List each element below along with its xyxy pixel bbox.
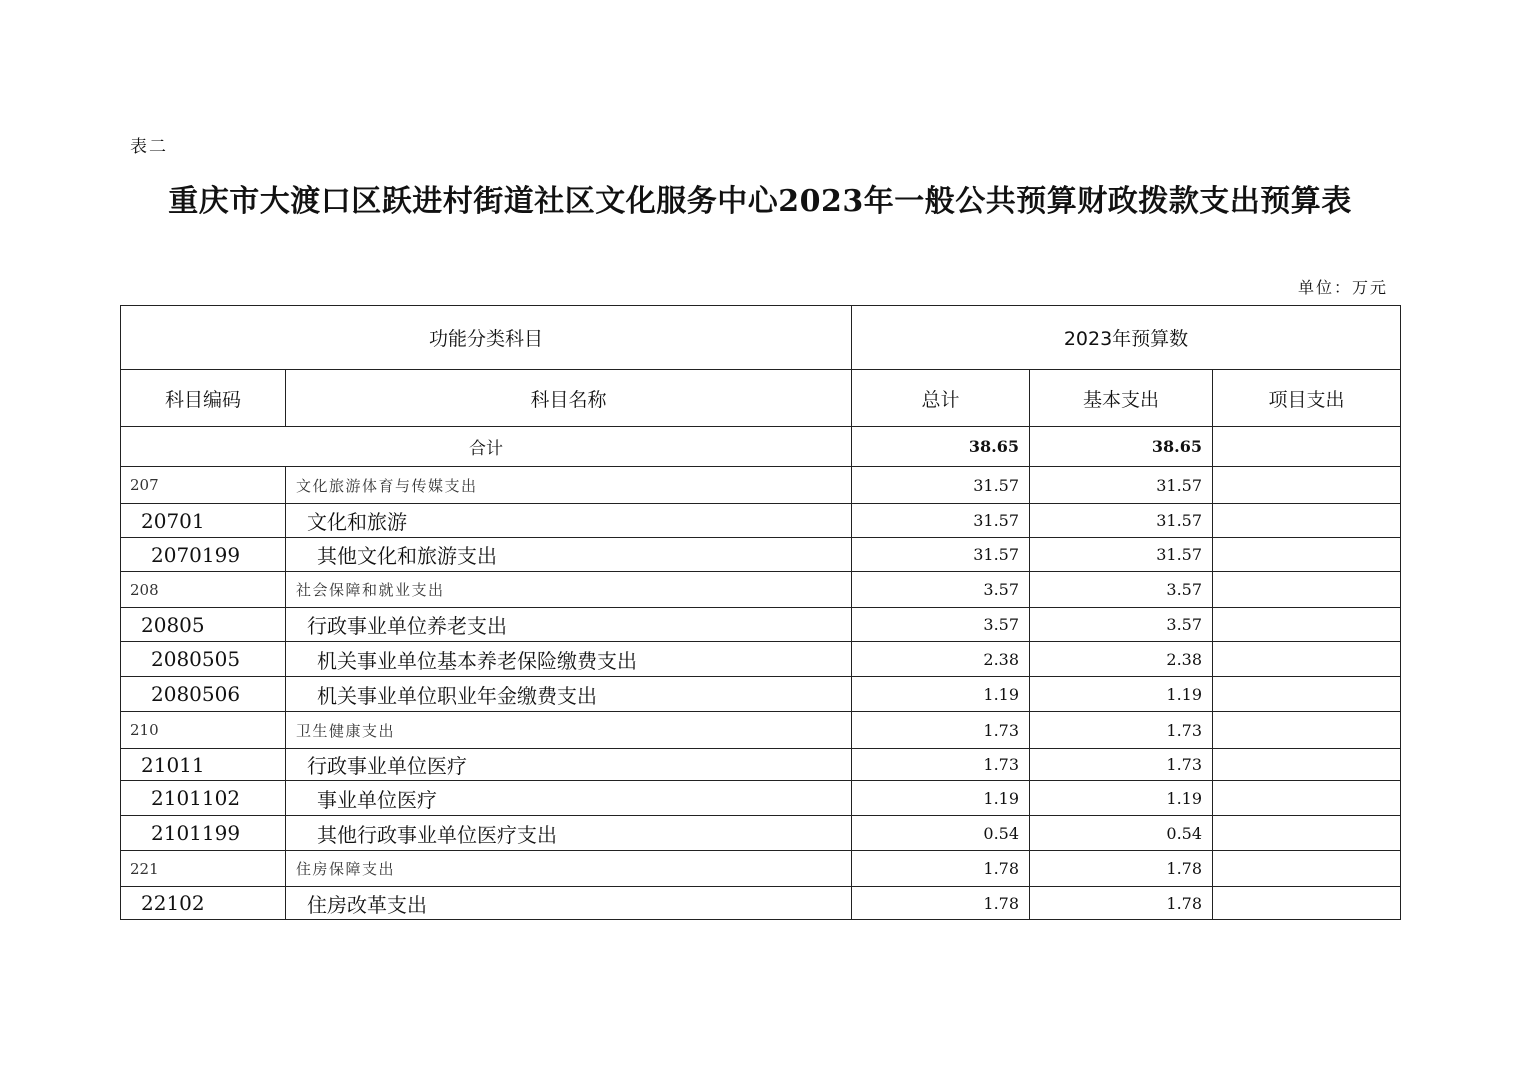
subject-code: 2101199 [121, 816, 286, 851]
header-basic: 基本支出 [1030, 370, 1213, 427]
table-row [121, 504, 1401, 538]
amount-total: 2.38 [852, 642, 1030, 677]
table-row [121, 467, 1401, 504]
subject-name: 卫生健康支出 [286, 712, 852, 749]
table-row [121, 749, 1401, 781]
subject-name: 文化和旅游 [286, 504, 852, 538]
amount-total: 1.78 [852, 887, 1030, 920]
amount-basic: 3.57 [1030, 572, 1213, 608]
subject-code: 221 [121, 851, 286, 887]
header-columns-row [121, 370, 1401, 427]
amount-project [1213, 467, 1401, 504]
amount-project [1213, 749, 1401, 781]
budget-table [120, 305, 1401, 920]
amount-project [1213, 887, 1401, 920]
total-label: 合计 [121, 427, 852, 467]
amount-basic: 31.57 [1030, 504, 1213, 538]
amount-total: 1.73 [852, 712, 1030, 749]
table-number-label: 表二 [130, 137, 168, 157]
total-row [121, 427, 1401, 467]
amount-total: 31.57 [852, 467, 1030, 504]
subject-code: 2070199 [121, 538, 286, 572]
total-project [1213, 427, 1401, 467]
amount-project [1213, 538, 1401, 572]
amount-project [1213, 504, 1401, 538]
table-row [121, 608, 1401, 642]
total-basic: 38.65 [1030, 427, 1213, 467]
subject-name: 文化旅游体育与传媒支出 [286, 467, 852, 504]
subject-name: 行政事业单位养老支出 [286, 608, 852, 642]
subject-name: 社会保障和就业支出 [286, 572, 852, 608]
unit-label: 单位：万元 [1297, 278, 1388, 297]
total-amount: 38.65 [852, 427, 1030, 467]
subject-code: 2101102 [121, 781, 286, 816]
subject-code: 208 [121, 572, 286, 608]
header-total: 总计 [852, 370, 1030, 427]
header-functional-category: 功能分类科目 [121, 306, 852, 370]
amount-project [1213, 608, 1401, 642]
subject-name: 其他行政事业单位医疗支出 [286, 816, 852, 851]
table-row [121, 781, 1401, 816]
amount-basic: 0.54 [1030, 816, 1213, 851]
amount-project [1213, 816, 1401, 851]
amount-total: 31.57 [852, 504, 1030, 538]
amount-project [1213, 572, 1401, 608]
subject-name: 住房改革支出 [286, 887, 852, 920]
header-name: 科目名称 [286, 370, 852, 427]
subject-name: 机关事业单位基本养老保险缴费支出 [286, 642, 852, 677]
amount-basic: 1.78 [1030, 851, 1213, 887]
subject-code: 22102 [121, 887, 286, 920]
amount-total: 31.57 [852, 538, 1030, 572]
amount-total: 1.73 [852, 749, 1030, 781]
header-budget-2023: 2023年预算数 [852, 306, 1401, 370]
amount-total: 3.57 [852, 608, 1030, 642]
subject-code: 2080506 [121, 677, 286, 712]
table-row [121, 851, 1401, 887]
subject-code: 2080505 [121, 642, 286, 677]
amount-basic: 31.57 [1030, 467, 1213, 504]
subject-name: 机关事业单位职业年金缴费支出 [286, 677, 852, 712]
amount-basic: 1.19 [1030, 781, 1213, 816]
subject-name: 住房保障支出 [286, 851, 852, 887]
amount-total: 1.19 [852, 781, 1030, 816]
table-row [121, 816, 1401, 851]
amount-basic: 31.57 [1030, 538, 1213, 572]
subject-code: 21011 [121, 749, 286, 781]
amount-basic: 1.78 [1030, 887, 1213, 920]
amount-total: 1.19 [852, 677, 1030, 712]
subject-code: 20805 [121, 608, 286, 642]
table-row [121, 642, 1401, 677]
table-row [121, 712, 1401, 749]
page-title: 重庆市大渡口区跃进村街道社区文化服务中心2023年一般公共预算财政拨款支出预算表 [168, 184, 1352, 219]
header-project: 项目支出 [1213, 370, 1401, 427]
amount-project [1213, 781, 1401, 816]
subject-code: 207 [121, 467, 286, 504]
amount-project [1213, 677, 1401, 712]
subject-name: 其他文化和旅游支出 [286, 538, 852, 572]
header-group-row [121, 306, 1401, 370]
amount-basic: 2.38 [1030, 642, 1213, 677]
amount-total: 0.54 [852, 816, 1030, 851]
amount-total: 1.78 [852, 851, 1030, 887]
amount-basic: 1.73 [1030, 712, 1213, 749]
header-code: 科目编码 [121, 370, 286, 427]
amount-total: 3.57 [852, 572, 1030, 608]
amount-project [1213, 851, 1401, 887]
amount-project [1213, 712, 1401, 749]
amount-basic: 3.57 [1030, 608, 1213, 642]
amount-basic: 1.19 [1030, 677, 1213, 712]
table-row [121, 538, 1401, 572]
amount-basic: 1.73 [1030, 749, 1213, 781]
subject-code: 20701 [121, 504, 286, 538]
subject-code: 210 [121, 712, 286, 749]
subject-name: 事业单位医疗 [286, 781, 852, 816]
amount-project [1213, 642, 1401, 677]
table-row [121, 677, 1401, 712]
subject-name: 行政事业单位医疗 [286, 749, 852, 781]
table-row [121, 887, 1401, 920]
table-row [121, 572, 1401, 608]
